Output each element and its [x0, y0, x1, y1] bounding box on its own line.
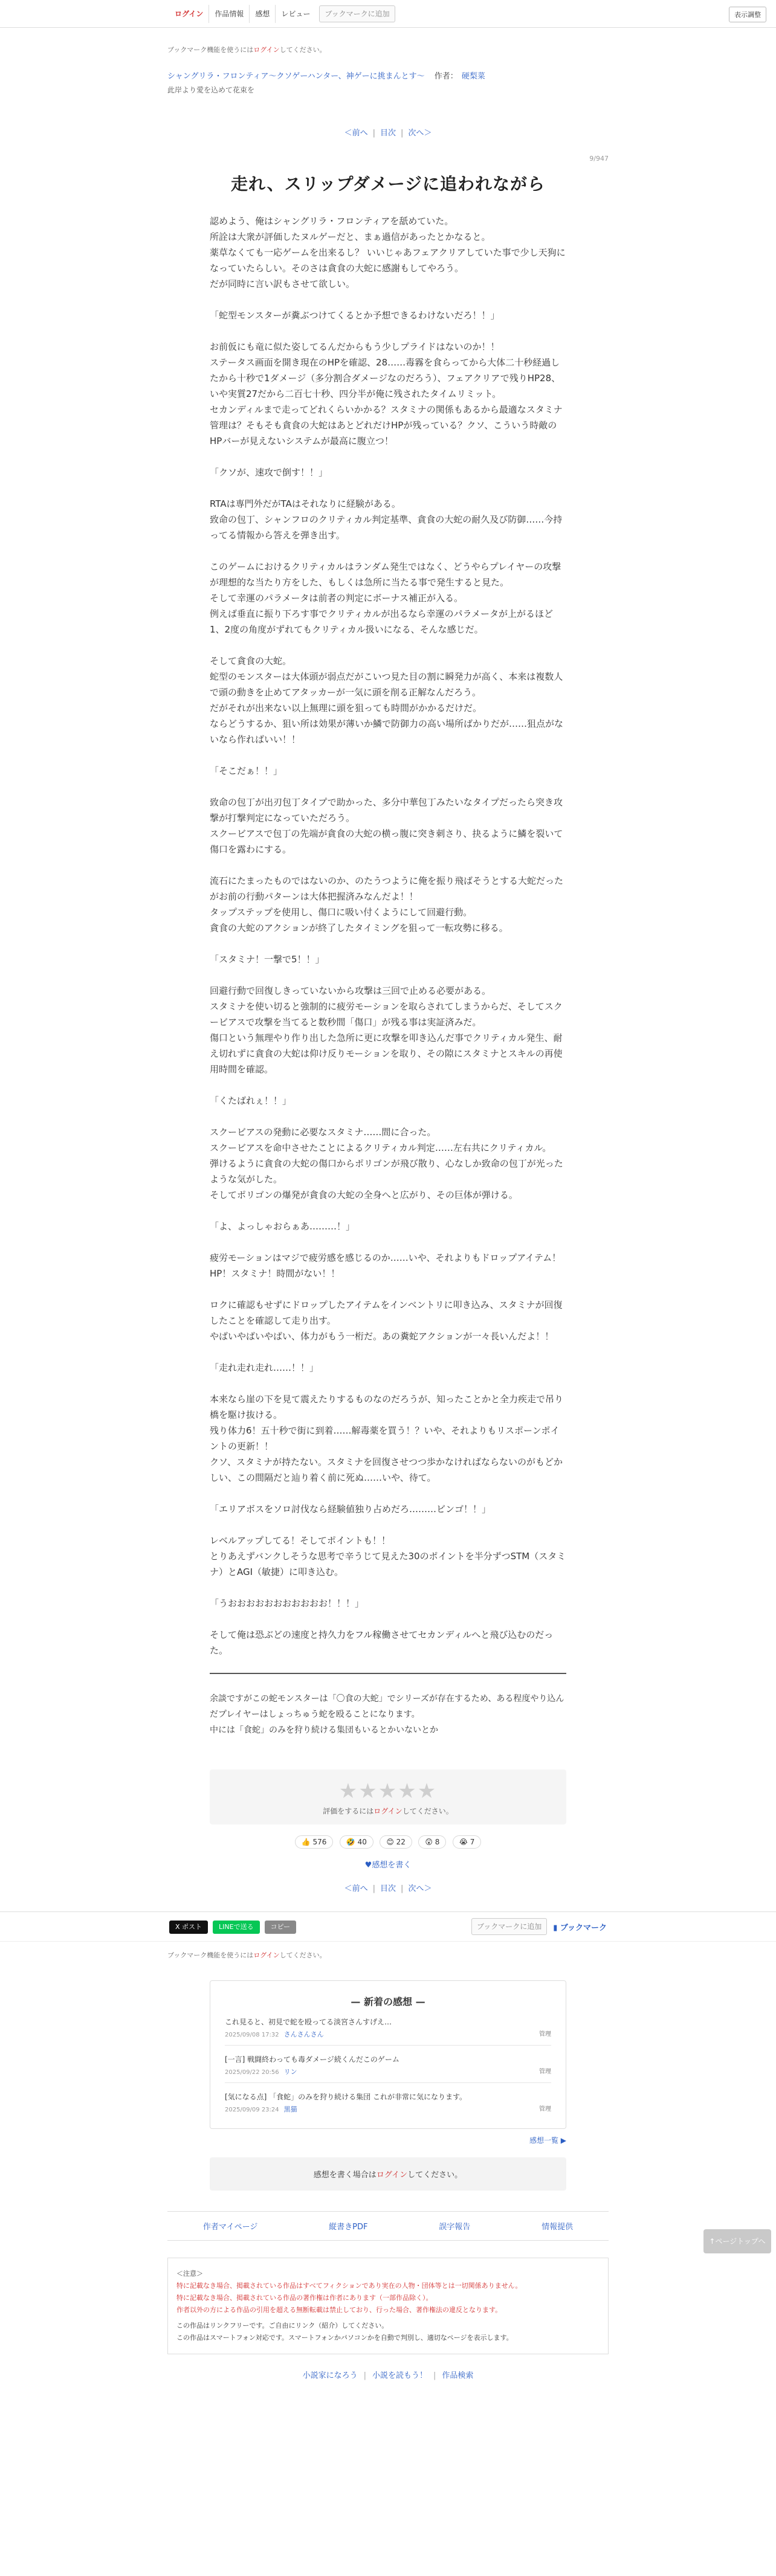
body-paragraph: 致命の包丁、シャンフロのクリティカル判定基準、貪食の大蛇の耐久及び防御……今持ってる情報から答えを弾き出す。: [210, 514, 563, 541]
nav-novel-info[interactable]: 作品情報: [209, 5, 249, 23]
impression-admin-link[interactable]: 管理: [539, 2031, 551, 2038]
body-paragraph: [210, 779, 566, 794]
impression-date: 2025/09/09 23:24: [225, 2107, 279, 2113]
body-paragraph: そして俺は恐ぶどの速度と持久力をフル稼働させてセカンディルへと飛び込むのだった。: [210, 1629, 554, 1656]
notice-login-link[interactable]: ログイン: [253, 1951, 280, 1959]
body-paragraph: このゲームにおけるクリティカルはランダム発生ではなく、どうやらプレイヤーの攻撃が理想的な当たり方をした、もしくは急所に当たる事で発生すると見た。: [210, 561, 561, 588]
body-paragraph: ステータス画面を開き現在のHPを確認、28……毒霧を食らってから大体二十秒経過したから十秒で1ダメージ（多分割合ダメージなのだろう）、フェアクリアで残りHP28、いや実質27だから二百七十秒、四分半が俺に残されたタイムリミット。: [210, 357, 561, 399]
bookmark-label: ブックマーク: [560, 1923, 607, 1933]
body-paragraph: [210, 637, 566, 653]
search-link[interactable]: 作品検索: [442, 2371, 474, 2380]
body-paragraph: 「走れ走れ走れ……！！」: [210, 1362, 319, 1373]
body-paragraph: 残り体力6！五十秒で街に到着……解毒薬を買う！？いや、それよりもリスポーンポイントの更新！！: [210, 1425, 560, 1452]
caution-black-2: この作品はスマートフォン対応です。スマートフォンかパソコンかを自動で判別し、適切なページを表示します。: [176, 2334, 513, 2342]
body-paragraph: 「エリアボスをソロ討伐なら経験値独り占めだろ………ビンゴ！！」: [210, 1504, 491, 1515]
body-paragraph: 薬草なくても一応ゲームを出来るし？ いいじゃあフェアクリアしていた事で少し天狗になっていたらしい。そのさは貪食の大蛇に感謝もしてやろう。: [210, 247, 566, 274]
pager-top: [167, 126, 609, 138]
link-sep: |: [433, 2371, 436, 2380]
reaction-count: 22: [396, 1838, 406, 1846]
body-paragraph: やばいやばいやばい、体力がもう一桁だ。あの糞蛇アクションが一々長いんだよ！！: [210, 1331, 554, 1342]
reaction-surprise[interactable]: [418, 1835, 446, 1849]
author-link[interactable]: 硬梨菜: [461, 72, 485, 81]
body-paragraph: [210, 480, 566, 496]
caution-red-1: 特に記載なき場合、掲載されている作品はすべてフィクションであり実在の人物・団体等とは一切関係ありません。: [176, 2282, 522, 2290]
body-paragraph: お前仮にも竜に似た姿してるんだからもう少しプライドはないのか！！: [210, 341, 500, 352]
share-buttons: [169, 1921, 296, 1934]
page-top-button[interactable]: ↑ページトップへ: [703, 2229, 771, 2253]
body-paragraph: そして貪食の大蛇。: [210, 655, 292, 666]
thumbs-up-icon: 👍: [301, 1838, 311, 1846]
prev-link[interactable]: ＜前へ: [344, 129, 368, 138]
series-title-link[interactable]: シャングリラ・フロンティア〜クソゲーハンター、神ゲーに挑まんとす〜: [167, 72, 425, 81]
reaction-cry[interactable]: [453, 1835, 482, 1849]
impression-user[interactable]: 黒猫: [283, 2105, 297, 2113]
share-copy-button[interactable]: コピー: [265, 1921, 297, 1934]
share-bar: [0, 1911, 776, 1942]
impression-meta: [225, 2067, 551, 2076]
body-paragraph: だが同時に言い訳もさせて欲しい。: [210, 279, 355, 289]
series-catchphrase: 此岸より愛を込めて花束を: [167, 86, 255, 94]
nav-impressions[interactable]: 感想: [249, 5, 275, 23]
body-paragraph: そして幸運のパラメータは前者の判定にボーナス補正が入る。: [210, 593, 463, 604]
yomou-link[interactable]: 小説を読もう！: [372, 2371, 427, 2380]
body-paragraph: 「よ、よっしゃおらぁあ………！」: [210, 1221, 355, 1232]
body-paragraph: [210, 1203, 566, 1219]
impression-login-link[interactable]: ログイン: [376, 2171, 408, 2180]
next-link[interactable]: 次へ＞: [408, 1884, 432, 1893]
body-paragraph: 「クソが、速攻で倒す！！」: [210, 467, 328, 478]
body-paragraph: [210, 323, 566, 339]
body-paragraph: [210, 747, 566, 763]
body-paragraph: [210, 292, 566, 308]
pager-sep: |: [372, 129, 375, 138]
bookmark-login-notice-bottom: [167, 1950, 609, 1960]
impression-text: [一言] 戦闘終わっても毒ダメージ続くんだこのゲーム: [225, 2055, 399, 2064]
impression-login-suffix: してください。: [407, 2171, 463, 2180]
body-paragraph: 本来なら崖の下を見て震えたりするものなのだろうが、知ったことかと全力疾走で吊り橋を駆け抜ける。: [210, 1394, 564, 1420]
body-paragraph: 所詮は大衆が評価したヌルゲーだと、まぁ過信があったとかなると。: [210, 231, 491, 242]
reaction-bar: [0, 1835, 776, 1849]
body-paragraph: 疲労モーションはマジで疲労感を感じるのか……いや、それよりもドロップアイテム！HP！スタミナ！時間がない！！: [210, 1252, 561, 1279]
body-paragraph: [210, 543, 566, 559]
body-paragraph: [210, 1517, 566, 1533]
write-impression-link[interactable]: ♥感想を書く: [364, 1861, 412, 1870]
impression-date: 2025/09/08 17:32: [225, 2032, 279, 2038]
body-paragraph: [210, 936, 566, 952]
body-paragraph: 傷口という無理やり作り出した急所に更に攻撃を叩き込んだ事でクリティカル発生、耐え切れずに貪食の大蛇は仰け反りモーションを取り、その隙にスタミナとスキルの再使用時間を確認。: [210, 1032, 563, 1075]
bookmark-login-notice: [167, 45, 609, 54]
impression-item[interactable]: [225, 2046, 551, 2083]
body-paragraph: 蛇型のモンスターは大体頭が弱点だがこいつ見た目の割に瞬発力が高く、本来は複数人で頭の動きを止めてアタッカーが一気に頭を削る正解なんだろう。: [210, 671, 563, 698]
author-label: 作者：: [434, 72, 458, 81]
impressions-list-link[interactable]: 感想一覧 ▶: [529, 2136, 566, 2145]
chapter-counter: 9/947: [589, 155, 609, 163]
toc-link[interactable]: 目次: [380, 129, 396, 138]
body-paragraph: スタミナを使い切ると強制的に疲労モーションを取らされてしまうからだ、そしてスクービアスで攻撃を当てると数秒間「傷口」が残る事は実証済みだ。: [210, 1001, 563, 1028]
body-paragraph: 回避行動で回復しきっていないから攻撃は三回で止める必要がある。: [210, 985, 491, 996]
reaction-count: 40: [357, 1838, 367, 1846]
caution-red-3: 作者以外の方による作品の引用を超える無断転載は禁止しており、行った場合、著作権法の違反となります。: [176, 2306, 502, 2314]
afterword: [210, 1691, 566, 1738]
narou-link[interactable]: 小説家になろう: [302, 2371, 358, 2380]
body-paragraph: だがそれが出来ない以上無理に頭を狙っても時間がかかるだけだ。: [210, 703, 482, 713]
body-paragraph: レベルアップしてる！そしてポイントも！！: [210, 1535, 390, 1546]
impression-item[interactable]: [225, 2083, 551, 2120]
afterword-divider: [210, 1673, 566, 1674]
body-paragraph: [210, 1109, 566, 1124]
chapter-body: [210, 213, 566, 1658]
impression-login-notice: [210, 2157, 566, 2191]
rating-stars[interactable]: ★★★★★: [338, 1779, 438, 1803]
header-nav: [169, 5, 395, 23]
caution-red-2: 特に記載なき場合、掲載されている作品の著作権は作者にあります（一部作品除く）。: [176, 2294, 433, 2302]
body-paragraph: [210, 1376, 566, 1391]
body-paragraph: セカンディルまで走ってどれくらいかかる？スタミナの関係もあるから最適なスタミナ管理は？そもそも貪食の大蛇はあとどれだけHPが残っている？クソ、こういう時敵のHPバーが見えないシステムが最高に腹立つ！: [210, 404, 563, 446]
header-bookmark-button[interactable]: ブックマークに追加: [319, 5, 395, 22]
impression-user[interactable]: リン: [283, 2068, 297, 2076]
rating-login-link[interactable]: ログイン: [373, 1807, 403, 1815]
body-paragraph: 認めよう、俺はシャングリラ・フロンティアを舐めていた。: [210, 216, 454, 227]
rating-box: [210, 1769, 566, 1824]
bookmark-icon: ▮: [553, 1923, 558, 1933]
body-paragraph: 「うおおおおおおおおおおお！！！」: [210, 1598, 364, 1609]
pager-sep: |: [372, 1884, 375, 1893]
rating-note: [210, 1806, 566, 1816]
body-paragraph: 「くたばれぇ！！」: [210, 1095, 292, 1106]
laugh-icon: 🤣: [346, 1838, 355, 1846]
share-line-button[interactable]: LINEで送る: [213, 1921, 260, 1934]
typo-report-link[interactable]: 誤字報告: [439, 2223, 471, 2232]
body-paragraph: 「スタミナ！一撃で5！！」: [210, 954, 325, 965]
impression-item[interactable]: [225, 2008, 551, 2046]
caution-black-1: この作品はリンクフリーです。ご自由にリンク（紹介）してください。: [176, 2322, 389, 2330]
body-paragraph: [210, 1234, 566, 1250]
bookmark-link[interactable]: [553, 1921, 607, 1933]
impression-user[interactable]: さんさんさん: [283, 2030, 324, 2038]
display-settings-button[interactable]: 表示調整: [729, 7, 766, 22]
impression-admin-link[interactable]: 管理: [539, 2069, 551, 2075]
body-paragraph: スクービアスを命中させたことによるクリティカル判定……左右共にクリティカル。: [210, 1142, 552, 1153]
share-x-button[interactable]: X ポスト: [169, 1921, 208, 1934]
body-paragraph: [210, 449, 566, 465]
reaction-laugh[interactable]: [340, 1835, 373, 1849]
body-paragraph: ならどうするか、狙い所は効果が薄いか鱗で防御力の高い場所ばかりだが……狙点がないなら作ればいい！！: [210, 718, 564, 745]
body-paragraph: [210, 857, 566, 873]
reaction-count: 7: [470, 1838, 475, 1846]
body-paragraph: [210, 1344, 566, 1360]
body-paragraph: スクービアスで包丁の先端が貪食の大蛇の横っ腹に突き刺さり、抉るように鱗を裂いて傷口を露わにする。: [210, 828, 563, 855]
impression-date: 2025/09/22 20:56: [225, 2069, 279, 2076]
body-paragraph: [210, 967, 566, 983]
impression-admin-link[interactable]: 管理: [539, 2106, 551, 2113]
impression-text: これ見ると、初見で蛇を殴ってる淡宮さんすげえ…: [225, 2018, 392, 2026]
body-paragraph: ロクに確認もせずにドロップしたアイテムをインベントリに叩き込み、スタミナが回復したことを確認して走り出す。: [210, 1299, 563, 1326]
notice-suffix: してください。: [279, 46, 326, 54]
series-info: [167, 71, 609, 82]
surprise-icon: 😲: [425, 1838, 433, 1846]
rating-note-suffix: してください。: [402, 1807, 453, 1815]
vertical-pdf-link[interactable]: 縦書きPDF: [329, 2223, 368, 2232]
body-paragraph: 「そこだぁ！！」: [210, 765, 283, 776]
footer-links: [167, 2211, 609, 2241]
reaction-count: 576: [312, 1838, 327, 1846]
body-paragraph: 流石にたまったものではないのか、のたうつように俺を振り飛ばそうとする大蛇だったがお前の行動パターンは大体把握済みなんだよ！！: [210, 875, 564, 902]
notice-suffix: してください。: [279, 1951, 326, 1959]
body-paragraph: 弾けるように貪食の大蛇の傷口からポリゴンが飛び散り、心なしか致命の包丁が光ったような気がした。: [210, 1158, 563, 1185]
body-paragraph: [210, 1281, 566, 1297]
body-paragraph: RTAは専門外だがTAはそれなりに経験がある。: [210, 498, 401, 509]
info-report-link[interactable]: 情報提供: [542, 2223, 574, 2232]
toc-link[interactable]: 目次: [380, 1884, 396, 1893]
login-link[interactable]: ログイン: [175, 10, 204, 18]
smile-icon: 😊: [386, 1838, 394, 1846]
prev-link[interactable]: ＜前へ: [344, 1884, 368, 1893]
body-paragraph: 「蛇型モンスターが糞ぶつけてくるとか予想できるわけないだろ！！」: [210, 310, 500, 321]
body-paragraph: [210, 1486, 566, 1501]
rating-note-prefix: 評価をするには: [323, 1807, 374, 1815]
author-mypage-link[interactable]: 作者マイページ: [202, 2223, 258, 2232]
latest-impressions: [210, 1980, 566, 2129]
pager-sep: |: [401, 129, 404, 138]
cry-icon: 😭: [459, 1838, 468, 1846]
body-paragraph: 致命の包丁が出刃包丁タイプで助かった、多分中華包丁みたいなタイプだったら突き攻撃が打撃判定になっていただろう。: [210, 797, 563, 823]
afterword-paragraph: 余談ですがこの蛇モンスターは「〇食の大蛇」でシリーズが存在するため、ある程度やり込んだプレイヤーはしょっちゅう蛇を殴ることになります。: [210, 1694, 564, 1719]
reaction-smile[interactable]: [380, 1835, 412, 1849]
nav-reviews[interactable]: レビュー: [275, 5, 315, 23]
notice-prefix: ブックマーク機能を使うには: [167, 46, 254, 54]
chapter-title: 走れ、スリップダメージに追われながら: [230, 174, 546, 194]
impression-meta: [225, 2104, 551, 2114]
impression-login-prefix: 感想を書く場合は: [313, 2171, 377, 2180]
body-paragraph: 貪食の大蛇のアクションが終了したタイミングを狙って一転攻勢に移る。: [210, 923, 508, 933]
impressions-heading: — 新着の感想 —: [351, 1996, 425, 2008]
bookmark-add-button[interactable]: ブックマークに追加: [471, 1918, 547, 1935]
site-header: [0, 0, 776, 28]
impression-meta: [225, 2029, 551, 2039]
body-paragraph: 例えば垂直に振り下ろす事でクリティカルが出るなら幸運のパラメータが上がるほど1、2度の角度がずれてもクリティカル扱いになる、そんな感じだ。: [210, 608, 554, 635]
reaction-count: 8: [435, 1838, 440, 1846]
body-paragraph: タップステップを使用し、傷口に吸い付くようにして回避行動。: [210, 907, 473, 918]
body-paragraph: [210, 1611, 566, 1627]
body-paragraph: スクービアスの発動に必要なスタミナ……間に合った。: [210, 1127, 436, 1138]
body-paragraph: とりあえずバンクしそうな思考で辛うじて見えた30のポイントを半分ずつSTM（スタミナ）とAGI（敏捷）に叩き込む。: [210, 1551, 566, 1577]
content-wrap: [167, 45, 609, 195]
notice-login-link[interactable]: ログイン: [253, 46, 280, 54]
caution-box: [167, 2258, 609, 2354]
body-paragraph: そしてポリゴンの爆発が貪食の大蛇の全身へと広がり、その巨体が弾ける。: [210, 1190, 518, 1200]
link-sep: |: [363, 2371, 366, 2380]
afterword-paragraph: 中には「食蛇」のみを狩り続ける集団もいるとかいないとか: [210, 1725, 438, 1735]
bottom-site-links: [0, 2369, 776, 2404]
body-paragraph: クソ、スタミナが持たない。スタミナを回復させつつ歩かなければならないのがもどかしい、この間隔だと辿り着く前に死ぬ……いや、待て。: [210, 1457, 563, 1483]
impression-text: [気になる点] 「食蛇」のみを狩り続ける集団 これが非常に気になります。: [225, 2093, 467, 2101]
caution-title: ＜注意＞: [176, 2270, 203, 2278]
body-paragraph: [210, 1580, 566, 1596]
pager-sep: |: [401, 1884, 404, 1893]
next-link[interactable]: 次へ＞: [408, 129, 432, 138]
body-paragraph: [210, 1077, 566, 1093]
reaction-thumbs-up[interactable]: [295, 1835, 334, 1849]
bookmark-area: [468, 1918, 607, 1935]
notice-prefix: ブックマーク機能を使うには: [167, 1951, 254, 1959]
pager-bottom: [0, 1882, 776, 1893]
